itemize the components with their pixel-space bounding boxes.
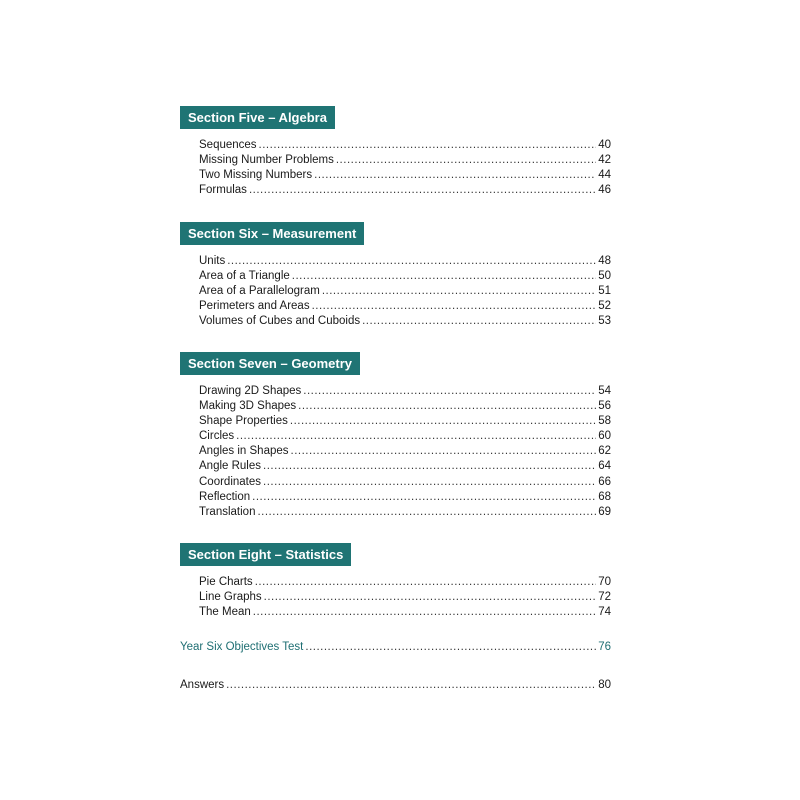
entry-label: Reflection (199, 490, 251, 503)
entry-label: Perimeters and Areas (199, 300, 310, 313)
entry-label: Year Six Objectives Test (180, 641, 304, 653)
dot-leader (263, 459, 596, 474)
entry-page-number: 76 (598, 641, 611, 653)
dot-leader (257, 505, 596, 520)
entry-page-number: 69 (598, 505, 611, 518)
toc-entry[interactable] (199, 490, 611, 505)
toc-entry[interactable] (199, 590, 611, 605)
toc-entry[interactable] (199, 299, 611, 314)
entry-label: Units (199, 255, 226, 267)
entry-label: Drawing 2D Shapes (199, 385, 302, 397)
section-entries (199, 384, 611, 520)
entry-label: Making 3D Shapes (199, 400, 297, 413)
entry-page-number: 48 (598, 255, 611, 267)
dot-leader (255, 575, 597, 590)
entry-page-number: 72 (598, 591, 611, 604)
section-header: Section Seven – Geometry (180, 352, 360, 375)
entry-page-number: 53 (598, 315, 611, 328)
toc-entry[interactable] (180, 640, 611, 655)
dot-leader (263, 475, 596, 490)
entry-page-number: 74 (598, 606, 611, 619)
dot-leader (292, 269, 596, 284)
entry-label: Line Graphs (199, 591, 262, 604)
dot-leader (264, 590, 597, 605)
entry-label: Translation (199, 505, 256, 518)
entry-label: Angle Rules (199, 460, 262, 473)
entry-page-number: 46 (598, 184, 611, 197)
entry-label: The Mean (199, 606, 251, 619)
toc-entry[interactable] (199, 183, 611, 198)
toc-entry[interactable] (199, 138, 611, 153)
entry-page-number: 80 (598, 679, 611, 691)
toc-entry[interactable] (199, 254, 611, 269)
entry-page-number: 52 (598, 300, 611, 313)
entry-page-number: 50 (598, 270, 611, 283)
entry-page-number: 60 (598, 430, 611, 443)
section-header: Section Five – Algebra (180, 106, 335, 129)
entry-label: Angles in Shapes (199, 445, 289, 458)
entry-label: Volumes of Cubes and Cuboids (199, 315, 361, 328)
entry-page-number: 70 (598, 576, 611, 588)
toc-entry[interactable] (199, 284, 611, 299)
entry-label: Area of a Parallelogram (199, 285, 320, 298)
toc-entry[interactable] (199, 399, 611, 414)
toc-entry[interactable] (199, 575, 611, 590)
entry-page-number: 54 (598, 385, 611, 397)
dot-leader (362, 314, 596, 329)
objectives-test-entry (180, 640, 611, 655)
entry-label: Two Missing Numbers (199, 169, 313, 182)
toc-entry[interactable] (199, 314, 611, 329)
section-header: Section Six – Measurement (180, 222, 364, 245)
answers-entry (180, 678, 611, 693)
entry-page-number: 40 (598, 139, 611, 151)
toc-entry[interactable] (199, 414, 611, 429)
toc-entry[interactable] (199, 605, 611, 620)
entry-page-number: 56 (598, 400, 611, 413)
entry-page-number: 51 (598, 285, 611, 298)
entry-label: Answers (180, 679, 225, 691)
entry-page-number: 62 (598, 445, 611, 458)
entry-page-number: 44 (598, 169, 611, 182)
entry-label: Pie Charts (199, 576, 253, 588)
toc-entry[interactable] (199, 459, 611, 474)
entry-page-number: 66 (598, 475, 611, 488)
toc-entry[interactable] (199, 384, 611, 399)
entry-label: Circles (199, 430, 235, 443)
dot-leader (227, 254, 596, 269)
dot-leader (249, 183, 596, 198)
dot-leader (290, 414, 596, 429)
dot-leader (259, 138, 597, 153)
dot-leader (322, 284, 596, 299)
section-entries (199, 254, 611, 329)
dot-leader (305, 640, 596, 655)
entry-label: Area of a Triangle (199, 270, 290, 283)
section-six (180, 222, 611, 329)
section-entries (199, 575, 611, 620)
dot-leader (298, 399, 596, 414)
dot-leader (226, 678, 596, 693)
section-five (180, 106, 611, 198)
entry-page-number: 42 (598, 154, 611, 167)
toc-entry[interactable] (180, 678, 611, 693)
toc-entry[interactable] (199, 269, 611, 284)
entry-label: Formulas (199, 184, 247, 197)
toc-entry[interactable] (199, 153, 611, 168)
entry-label: Coordinates (199, 475, 262, 488)
dot-leader (291, 444, 597, 459)
toc-entry[interactable] (199, 444, 611, 459)
toc-entry[interactable] (199, 475, 611, 490)
entry-page-number: 68 (598, 490, 611, 503)
dot-leader (252, 490, 596, 505)
toc-entry[interactable] (199, 505, 611, 520)
dot-leader (236, 429, 596, 444)
section-entries (199, 138, 611, 198)
toc-entry[interactable] (199, 429, 611, 444)
section-seven (180, 352, 611, 520)
dot-leader (336, 153, 596, 168)
entry-page-number: 64 (598, 460, 611, 473)
section-eight (180, 543, 611, 620)
toc-entry[interactable] (199, 168, 611, 183)
entry-label: Missing Number Problems (199, 154, 334, 167)
dot-leader (303, 384, 596, 399)
dot-leader (253, 605, 596, 620)
entry-page-number: 58 (598, 415, 611, 428)
entry-label: Sequences (199, 139, 257, 151)
entry-label: Shape Properties (199, 415, 288, 428)
dot-leader (314, 168, 596, 183)
dot-leader (312, 299, 597, 314)
section-header: Section Eight – Statistics (180, 543, 351, 566)
